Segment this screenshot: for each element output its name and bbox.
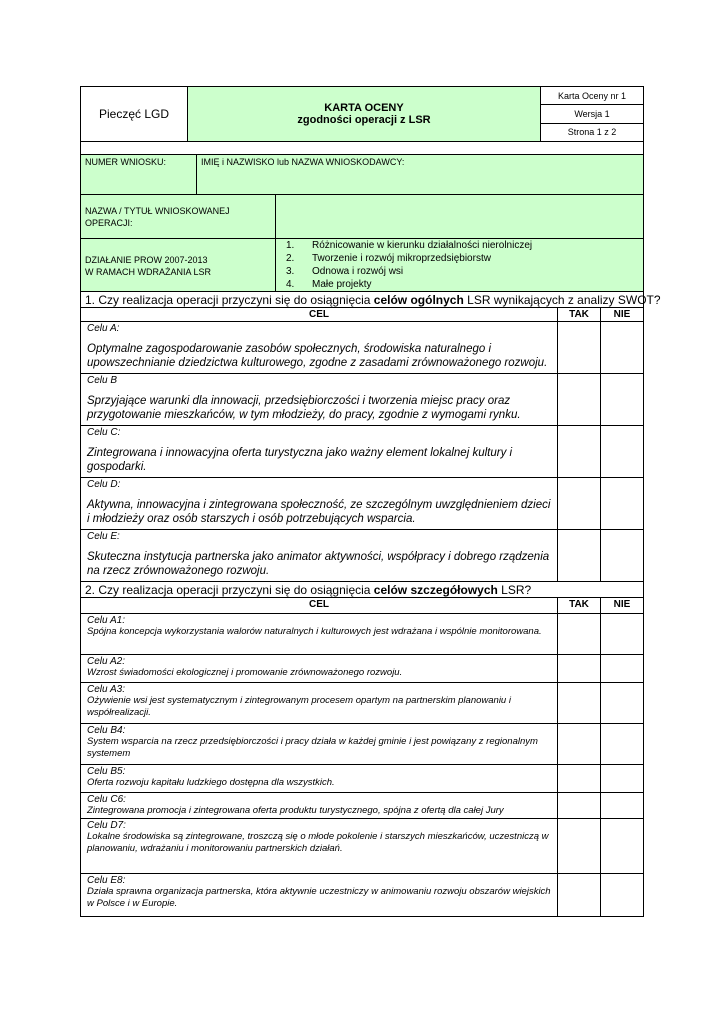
goal-row: [80, 683, 644, 724]
nie-checkbox[interactable]: [601, 683, 643, 723]
prow-action-number: 2.: [286, 253, 295, 264]
prow-action-label-line1: DZIAŁANIE PROW 2007-2013: [85, 255, 208, 265]
question-2-tail: LSR?: [497, 583, 532, 597]
goal-cell: [81, 655, 558, 682]
goal-row: [80, 614, 644, 655]
goal-label: Celu D:: [87, 479, 121, 490]
operation-title-label-line1: NAZWA / TYTUŁ WNIOSKOWANEJ: [85, 206, 230, 216]
goal-description: Ożywienie wsi jest systematycznym i zintegrowanym procesem opartym na partnerskim planowaniu i współrealizacji.: [87, 695, 511, 718]
nie-checkbox[interactable]: [601, 478, 643, 529]
goal-row: [80, 765, 644, 793]
goal-cell: [81, 374, 558, 425]
goal-row: [80, 426, 644, 478]
goal-cell: [81, 426, 558, 477]
nie-checkbox[interactable]: [601, 724, 643, 764]
goal-cell: [81, 530, 558, 581]
col-cel: CEL: [81, 308, 558, 321]
tak-checkbox[interactable]: [558, 793, 601, 818]
goal-description: Zintegrowana promocja i zintegrowana oferta produktu turystycznego, spójna z ofertą dla całej Jury: [87, 805, 504, 816]
card-page: Strona 1 z 2: [567, 127, 617, 138]
operation-title-field[interactable]: [276, 195, 643, 238]
goal-cell: [81, 819, 558, 873]
goal-cell: [81, 765, 558, 792]
goal-row: [80, 322, 644, 374]
tak-checkbox[interactable]: [558, 322, 601, 373]
nie-checkbox[interactable]: [601, 426, 643, 477]
lgd-stamp-label: Pieczęć LGD: [81, 87, 188, 141]
question-1-text: 1. Czy realizacja operacji przyczyni się do osiągnięcia: [85, 293, 374, 307]
prow-action-label-line2: W RAMACH WDRAŻANIA LSR: [85, 267, 212, 277]
tak-checkbox[interactable]: [558, 655, 601, 682]
goal-row: [80, 478, 644, 530]
goal-label: Celu C6:: [87, 794, 126, 805]
tak-checkbox[interactable]: [558, 874, 601, 916]
goal-label: Celu A2:: [87, 656, 125, 667]
goal-label: Celu A1:: [87, 615, 125, 626]
prow-action-item: [280, 278, 639, 291]
goal-row: [80, 819, 644, 874]
goal-label: Celu B4:: [87, 725, 126, 736]
prow-action-text: Odnowa i rozwój wsi: [312, 266, 404, 277]
card-version: Wersja 1: [541, 105, 643, 123]
prow-action-number: 1.: [286, 240, 295, 251]
tak-checkbox[interactable]: [558, 724, 601, 764]
nie-checkbox[interactable]: [601, 655, 643, 682]
goal-cell: [81, 478, 558, 529]
nie-checkbox[interactable]: [601, 819, 643, 873]
col-tak: TAK: [558, 598, 601, 613]
goal-description: Spójna koncepcja wykorzystania walorów naturalnych i kulturowych jest wdrażana i wspólnie monitorowana.: [87, 626, 542, 637]
col-nie: NIE: [613, 599, 631, 610]
goal-label: Celu C:: [87, 427, 121, 438]
goal-row: [80, 724, 644, 765]
question-2-text: 2. Czy realizacja operacji przyczyni się do osiągnięcia: [85, 583, 374, 597]
goal-row: [80, 793, 644, 819]
prow-action-text: Różnicowanie w kierunku działalności nierolniczej: [312, 240, 533, 251]
prow-action-item: [280, 252, 639, 265]
operation-title-label: [81, 195, 276, 238]
operation-title-label-line2: OPERACJI:: [85, 218, 133, 228]
goal-cell: [81, 614, 558, 654]
goal-description: Oferta rozwoju kapitału ludzkiego dostępna dla wszystkich.: [87, 777, 335, 788]
application-number-field[interactable]: NUMER WNIOSKU:: [81, 155, 197, 194]
goal-cell: [81, 322, 558, 373]
tak-checkbox[interactable]: [558, 478, 601, 529]
specific-goals-table: [80, 614, 644, 917]
evaluation-card: [80, 86, 661, 917]
goal-label: Celu B5:: [87, 766, 126, 777]
question-2-emphasis: celów szczegółowych: [373, 583, 498, 597]
application-row: [80, 154, 644, 195]
question-1: [80, 292, 661, 308]
nie-checkbox[interactable]: [601, 614, 643, 654]
card-subtitle: zgodności operacji z LSR: [297, 114, 431, 126]
prow-action-text: Tworzenie i rozwój mikroprzedsiębiorstw: [312, 253, 491, 264]
goal-description: Działa sprawna organizacja partnerska, która aktywnie uczestniczy w animowaniu rozwoju obszarów wiejskich w Polsce i w Europie.: [87, 886, 551, 909]
card-title-block: [188, 87, 541, 141]
goal-description: Wzrost świadomości ekologicznej i promowanie zrównoważonego rozwoju.: [87, 667, 403, 678]
applicant-name-field[interactable]: IMIĘ i NAZWISKO lub NAZWA WNIOSKODAWCY:: [201, 157, 405, 167]
nie-checkbox[interactable]: [601, 322, 643, 373]
prow-action-number: 4.: [286, 279, 295, 290]
general-goals-header: [80, 308, 644, 322]
goal-description: Aktywna, innowacyjna i zintegrowana społeczność, ze szczególnym uwzględnieniem dzieci i młodzieży oraz osób starszych i osób potrzebujących wsparcia.: [87, 499, 551, 525]
nie-checkbox[interactable]: [601, 874, 643, 916]
prow-action-number: 3.: [286, 266, 295, 277]
prow-action-item: [280, 265, 639, 278]
tak-checkbox[interactable]: [558, 530, 601, 581]
goal-label: Celu A3:: [87, 684, 125, 695]
tak-checkbox[interactable]: [558, 426, 601, 477]
goal-label: Celu D7:: [87, 820, 126, 831]
nie-checkbox[interactable]: [601, 374, 643, 425]
prow-action-list: [276, 239, 643, 291]
col-nie: NIE: [613, 309, 631, 320]
goal-description: System wsparcia na rzecz przedsiębiorczości i pracy działa w każdej gminie i jest powiązany z regionalnym systemem: [87, 736, 538, 759]
goal-cell: [81, 724, 558, 764]
goal-description: Sprzyjające warunki dla innowacji, przedsiębiorczości i tworzenia miejsc pracy oraz przygotowanie mieszkańców, w tym młodzieży, do pracy, zgodnie z wymogami rynku.: [87, 395, 521, 421]
goal-row: [80, 655, 644, 683]
tak-checkbox[interactable]: [558, 683, 601, 723]
operation-title-row: [80, 195, 644, 239]
goal-label: Celu E:: [87, 531, 120, 542]
prow-action-text: Małe projekty: [312, 279, 372, 290]
goal-cell: [81, 874, 558, 916]
card-header: [80, 86, 644, 142]
prow-action-row: [80, 239, 644, 292]
specific-goals-header: [80, 598, 644, 614]
question-1-emphasis: celów ogólnych: [373, 293, 464, 307]
goal-label: Celu B: [87, 375, 118, 386]
prow-action-item: [280, 239, 639, 252]
tak-checkbox[interactable]: [558, 614, 601, 654]
card-title: KARTA OCENY: [324, 102, 404, 114]
goal-row: [80, 530, 644, 582]
goal-row: [80, 874, 644, 917]
col-cel: CEL: [81, 598, 558, 613]
card-meta: [541, 87, 643, 141]
goal-description: Optymalne zagospodarowanie zasobów społecznych, środowiska naturalnego i upowszechnianie dziedzictwa kulturowego, zgodne z zasadami zrównoważonego rozwoju.: [87, 343, 548, 369]
tak-checkbox[interactable]: [558, 819, 601, 873]
goal-description: Skuteczna instytucja partnerska jako animator aktywności, współpracy i dobrego rządzenia na rzecz zrównoważonego rozwoju.: [87, 551, 550, 577]
nie-checkbox[interactable]: [601, 530, 643, 581]
card-number: Karta Oceny nr 1: [541, 87, 643, 105]
col-tak: TAK: [558, 308, 601, 321]
tak-checkbox[interactable]: [558, 374, 601, 425]
question-2: [80, 582, 644, 598]
nie-checkbox[interactable]: [601, 765, 643, 792]
goal-label: Celu E8:: [87, 875, 126, 886]
goal-label: Celu A:: [87, 323, 120, 334]
goal-description: Lokalne środowiska są zintegrowane, troszczą się o młode pokolenie i starszych mieszkańców, uczestniczą w planowaniu, wdrażaniu i monitorowaniu partnerskich działań.: [87, 831, 549, 854]
goal-cell: [81, 683, 558, 723]
general-goals-table: [80, 322, 644, 582]
goal-row: [80, 374, 644, 426]
goal-cell: [81, 793, 558, 818]
tak-checkbox[interactable]: [558, 765, 601, 792]
question-1-tail: LSR wynikających z analizy SWOT?: [463, 293, 661, 307]
nie-checkbox[interactable]: [601, 793, 643, 818]
spacer: [80, 142, 644, 154]
goal-description: Zintegrowana i innowacyjna oferta turystyczna jako ważny element lokalnej kultury i gospodarki.: [87, 447, 513, 473]
prow-action-label: [81, 239, 276, 291]
